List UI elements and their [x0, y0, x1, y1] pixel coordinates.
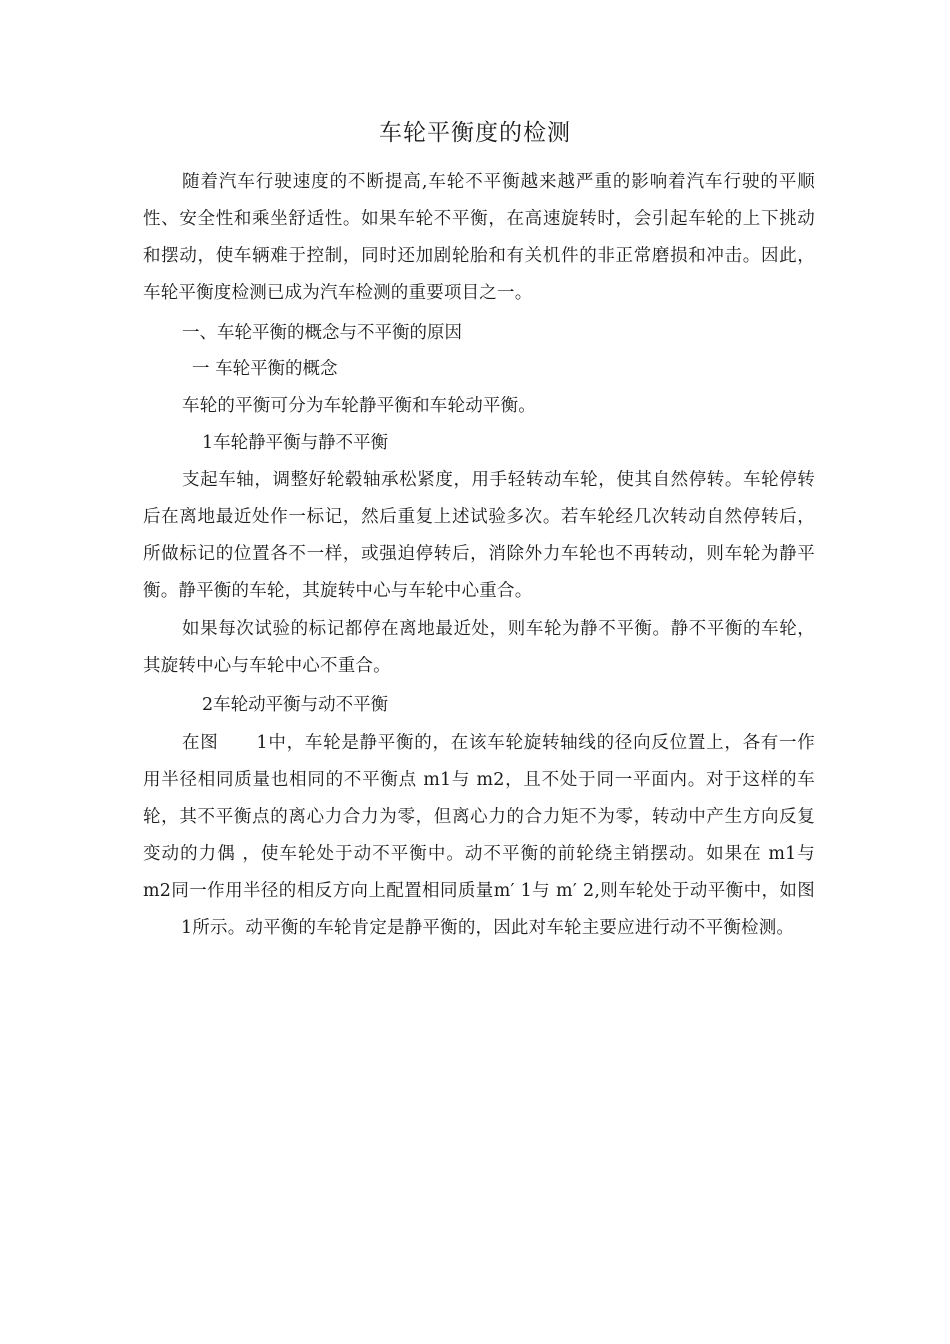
intro-paragraph: 随着汽车行驶速度的不断提高,车轮不平衡越来越严重的影响着汽车行驶的平顺性、安全性和乘坐舒适性。如果车轮不平衡，在高速旋转时，会引起车轮的上下挑动和摆动，使车辆难于控制，同时还加剧轮胎和有关机件的非正常磨损和冲击。因此，车轮平衡度检测已成为汽车检测的重要项目之一。 [143, 172, 815, 303]
dynamic-balance-text: 1中，车轮是静平衡的，在该车轮旋转轴线的径向反位置上，各有一作用半径相同质量也相同的不平衡点 m1与 m2，且不处于同一平面内。对于这样的车轮，其不平衡点的离心力合力为零，但离心力的合力矩不为零，转动中产生方向反复变动的力偶 ，使车轮处于动不平衡中。动不平衡的前轮绕主销摆动。如果在 m1与 m2同一作用半径的相反方向上配置相同质量m′ 1与 m′ 2,则车轮处于动平衡中，如图 [143, 733, 815, 901]
dynamic-balance-paragraph [143, 725, 815, 947]
document-title: 车轮平衡度的检测 [379, 120, 571, 146]
static-unbalance-paragraph: 如果每次试验的标记都停在离地最近处，则车轮为静不平衡。静不平衡的车轮，其旋转中心与车轮中心不重合。 [143, 619, 815, 676]
dynamic-balance-conclusion: 1所示。动平衡的车轮肯定是静平衡的，因此对车轮主要应进行动不平衡检测。 [181, 918, 795, 938]
dynamic-balance-heading: 2车轮动平衡与动不平衡 [202, 695, 389, 715]
section-heading: 一、车轮平衡的概念与不平衡的原因 [182, 323, 462, 343]
figure-reference-text: 在图 [182, 733, 219, 753]
subsection-heading: 一 车轮平衡的概念 [192, 359, 338, 379]
static-balance-paragraph: 支起车轴，调整好轮毂轴承松紧度，用手轻转动车轮，使其自然停转。车轮停转后在离地最近处作一标记，然后重复上述试验多次。若车轮经几次转动自然停转后，所做标记的位置各不一样，或强迫停转后，消除外力车轮也不再转动，则车轮为静平衡。静平衡的车轮，其旋转中心与车轮中心重合。 [143, 470, 815, 601]
static-balance-heading: 1车轮静平衡与静不平衡 [202, 433, 389, 453]
balance-types-paragraph: 车轮的平衡可分为车轮静平衡和车轮动平衡。 [182, 396, 536, 416]
